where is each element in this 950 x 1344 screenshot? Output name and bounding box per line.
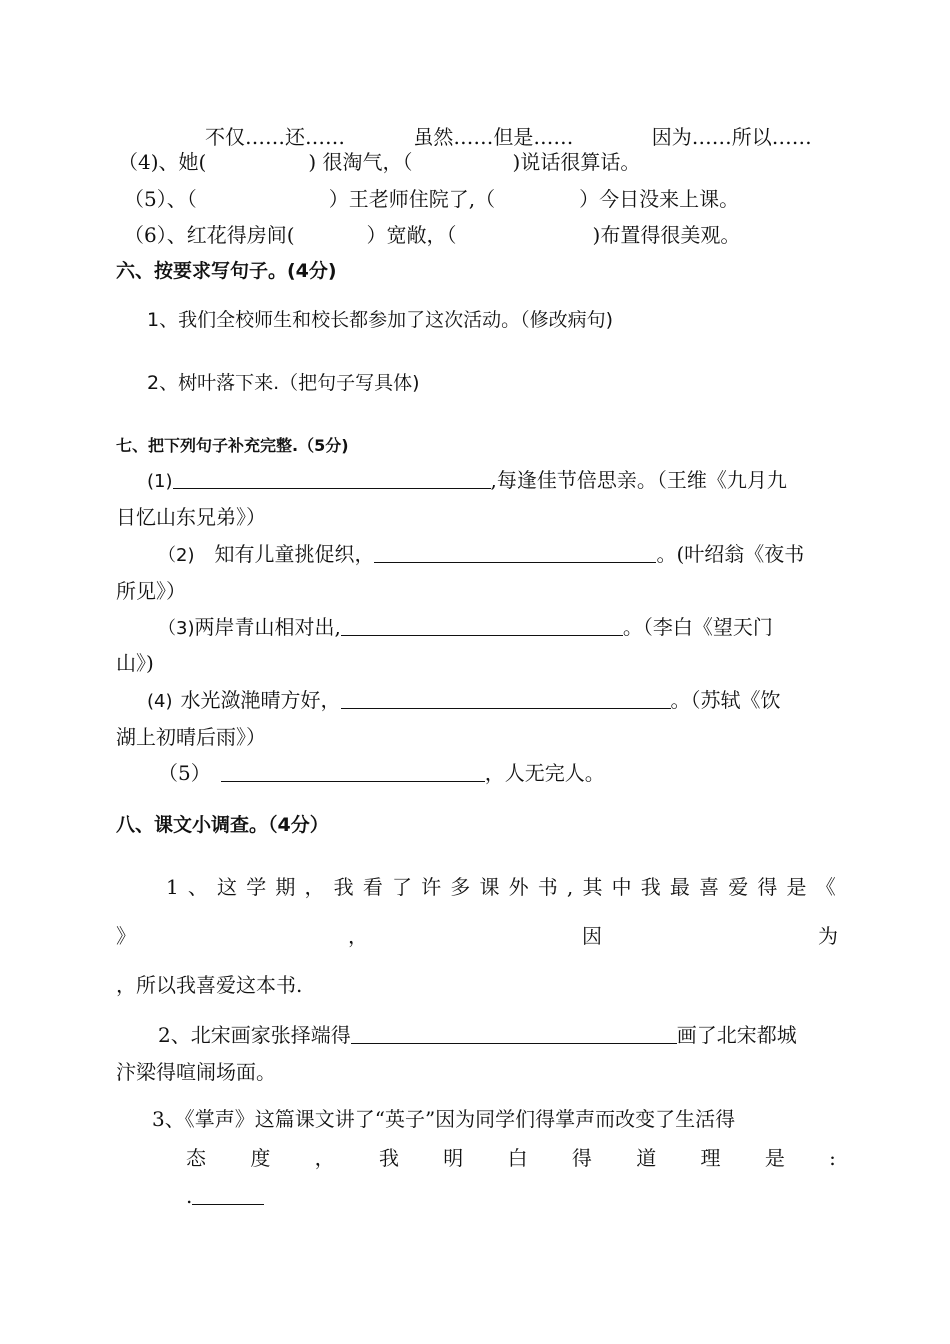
char: 了 [391,875,412,899]
question-8-3-line1: 3、《掌声》这篇课文讲了“英子”因为同学们得掌声而改变了生活得 [152,1107,736,1131]
char: 得 [757,875,778,899]
char: 《 [815,875,836,899]
question-text: . [186,1184,193,1208]
char: 看 [362,875,383,899]
question-8-3-line2 [186,1144,836,1172]
char: 我 [640,875,661,899]
question-7-3 [158,613,773,643]
char: 态 [186,1146,206,1170]
question-text: 两岸青山相对出, [194,615,341,639]
question-text: ，人无完人。 [484,761,605,785]
char: 是 [786,875,807,899]
question-8-1-line1 [166,873,836,901]
question-7-3-wrap: 山》) [116,651,154,675]
char: 理 [700,1146,721,1170]
word-bank-item: 因为……所以…… [651,125,812,149]
question-8-3-line3 [186,1182,264,1210]
char: 1 [166,875,179,899]
answer-blank[interactable] [173,468,491,489]
answer-blank[interactable] [192,1184,264,1205]
question-text: 水光潋滟晴方好， [180,688,341,712]
section-7-heading: 七、把下列句子补充完整.（5分) [116,436,349,455]
section-8-heading: 八、课文小调查。（4分） [116,814,329,836]
question-number: （2) [158,545,195,566]
question-number: （4)、她( [118,150,207,174]
char: 期 [275,875,296,899]
char: 书 [537,875,558,899]
question-7-5 [158,759,605,787]
answer-blank[interactable] [341,688,671,709]
question-text: ）今日没来上课。 [579,187,740,211]
char: 外 [508,875,529,899]
word-bank-item: 虽然……但是…… [413,125,574,149]
question-7-4-wrap: 湖上初晴后雨》） [116,725,266,749]
question-text: ,每逢佳节倍思亲。（王维《九月九 [490,468,787,492]
char: 明 [443,1146,464,1170]
char: 其 [582,875,603,899]
char: 我 [333,875,354,899]
question-8-1-line2 [116,922,838,950]
char: 学 [246,875,267,899]
question-7-1-wrap: 日忆山东兄弟》） [116,505,266,529]
question-6-1: 1、我们全校师生和校长都参加了这次活动。（修改病句) [147,309,614,331]
question-7-2 [158,540,804,570]
char: 喜 [699,875,720,899]
question-5-4 [118,148,640,176]
question-8-1-line3: ，所以我喜爱这本书. [116,973,303,997]
char: 我 [378,1146,399,1170]
char: 因 [582,924,602,948]
question-number: （3) [158,618,195,639]
char: 课 [479,875,500,899]
char: 》 [116,924,136,948]
char: 度 [250,1146,271,1170]
question-text: 画了北宋都城 [676,1023,797,1047]
char: ， [314,1146,335,1170]
question-5-6 [124,221,740,249]
char: 得 [571,1146,592,1170]
char: ， [304,875,325,899]
word-bank-item: 不仅……还…… [205,125,345,149]
question-text: ) 很淘气，（ [308,150,413,174]
word-bank [205,123,812,151]
char: 、 [187,875,208,899]
answer-blank[interactable] [374,542,656,563]
char: 道 [636,1146,657,1170]
char: 白 [507,1146,528,1170]
question-text: ）王老师住院了,（ [328,187,496,211]
question-number: （6）、红花得房间( [124,223,295,247]
question-7-2-wrap: 所见》） [116,579,186,603]
question-6-2: 2、树叶落下来.（把句子写具体) [147,372,420,394]
question-7-1 [147,466,787,496]
answer-blank[interactable] [351,1023,677,1044]
char: 许 [421,875,442,899]
char: 是 [764,1146,785,1170]
char: 这 [217,875,238,899]
answer-blank[interactable] [341,615,623,636]
question-text: )说话很算话。 [512,150,641,174]
char: , [566,875,574,899]
answer-blank[interactable] [221,761,485,782]
char: 为 [818,924,838,948]
question-text: )布置得很美观。 [592,223,741,247]
question-text: ）宽敞，（ [366,223,457,247]
question-text: 知有儿童挑促织， [214,542,375,566]
question-8-2-wrap: 汴梁得喧闹场面。 [116,1060,276,1084]
question-5-5 [124,185,739,213]
char: 多 [450,875,471,899]
question-number: (4) [147,691,173,712]
char: 中 [611,875,632,899]
question-number: (1) [147,471,173,492]
section-6-heading: 六、按要求写句子。(4分) [116,260,337,282]
question-number: （5）、（ [124,187,197,211]
question-number: （5） [158,761,211,785]
char: 最 [669,875,690,899]
char: ， [348,924,368,948]
question-text: 。（苏轼《饮 [670,688,781,712]
question-8-2 [158,1021,797,1049]
char: : [829,1146,836,1170]
question-7-4 [147,686,781,716]
question-text: 。（李白《望天门 [622,615,773,639]
question-text: 。(叶绍翁《夜书 [656,542,805,566]
char: 爱 [728,875,749,899]
question-text: 2、北宋画家张择端得 [158,1023,351,1047]
